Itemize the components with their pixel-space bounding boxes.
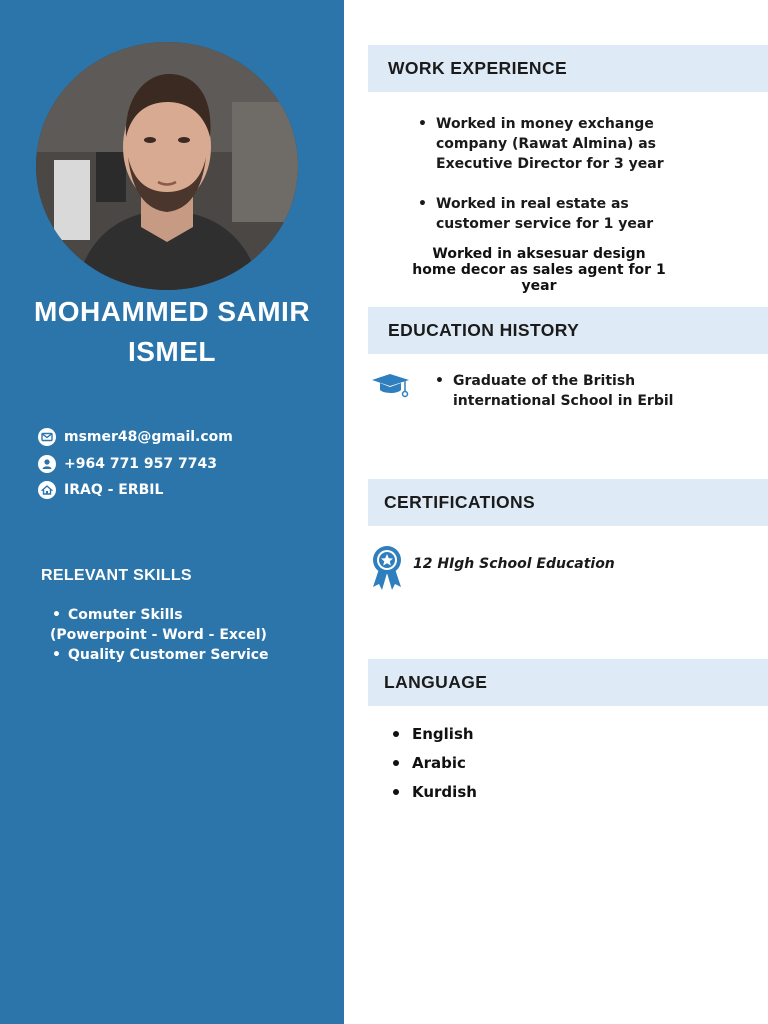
education-item-1-line-2: international School in Erbil xyxy=(453,393,674,409)
language-item-1: English xyxy=(412,725,474,743)
contact-phone xyxy=(38,455,217,473)
home-icon xyxy=(38,481,56,499)
contact-location xyxy=(38,481,163,499)
work-item-3 xyxy=(396,246,682,294)
language-item-3: Kurdish xyxy=(412,783,477,801)
language-title: LANGUAGE xyxy=(384,672,488,692)
work-item-3-line-2: home decor as sales agent for 1 year xyxy=(412,262,666,294)
skill-item-sub: (Powerpoint - Word - Excel) xyxy=(50,627,267,643)
candidate-name xyxy=(0,292,344,372)
language-item-2: Arabic xyxy=(412,754,466,772)
bullet-dot xyxy=(393,789,399,795)
certifications-section-header xyxy=(368,479,768,526)
skill-item: • Quality Customer Service xyxy=(50,645,269,665)
work-item-2-line-2: customer service for 1 year xyxy=(436,216,654,232)
skills-title: RELEVANT SKILLS xyxy=(41,567,192,584)
location-text: IRAQ - ERBIL xyxy=(64,482,164,498)
phone-text: +964 771 957 7743 xyxy=(64,456,217,472)
graduation-cap-icon xyxy=(371,373,411,403)
email-text: msmer48@gmail.com xyxy=(64,429,233,445)
education-section-header xyxy=(368,307,768,354)
work-item-2-line-1: • Worked in real estate as xyxy=(418,194,653,214)
work-item-1 xyxy=(418,114,664,174)
name-line-2: ISMEL xyxy=(127,336,217,367)
profile-photo xyxy=(36,42,298,290)
language-item xyxy=(393,725,474,743)
name-line-1: MOHAMMED SAMIR xyxy=(33,296,311,327)
contact-email xyxy=(38,428,233,446)
work-item-1-line-2: company (Rawat Almina) as xyxy=(436,136,657,152)
bullet-dot xyxy=(393,731,399,737)
work-item-1-line-1: • Worked in money exchange xyxy=(418,114,664,134)
email-icon xyxy=(38,428,56,446)
language-section-header xyxy=(368,659,768,706)
education-item-1-line-1: • Graduate of the British xyxy=(435,371,673,391)
education-item-1 xyxy=(435,371,673,411)
work-section-header xyxy=(368,45,768,92)
language-item xyxy=(393,783,477,801)
skill-item: • Comuter Skills xyxy=(50,605,269,625)
award-ribbon-icon xyxy=(371,545,403,595)
skills-list xyxy=(50,605,269,665)
work-item-3-line-1: Worked in aksesuar design xyxy=(432,246,646,262)
certification-item-1: 12 HIgh School Education xyxy=(413,556,615,572)
work-item-1-line-3: Executive Director for 3 year xyxy=(436,156,664,172)
work-title: WORK EXPERIENCE xyxy=(388,58,568,78)
certifications-title: CERTIFICATIONS xyxy=(384,492,536,512)
education-title: EDUCATION HISTORY xyxy=(388,320,580,340)
user-icon xyxy=(38,455,56,473)
language-item xyxy=(393,754,466,772)
work-item-2 xyxy=(418,194,653,234)
bullet-dot xyxy=(393,760,399,766)
